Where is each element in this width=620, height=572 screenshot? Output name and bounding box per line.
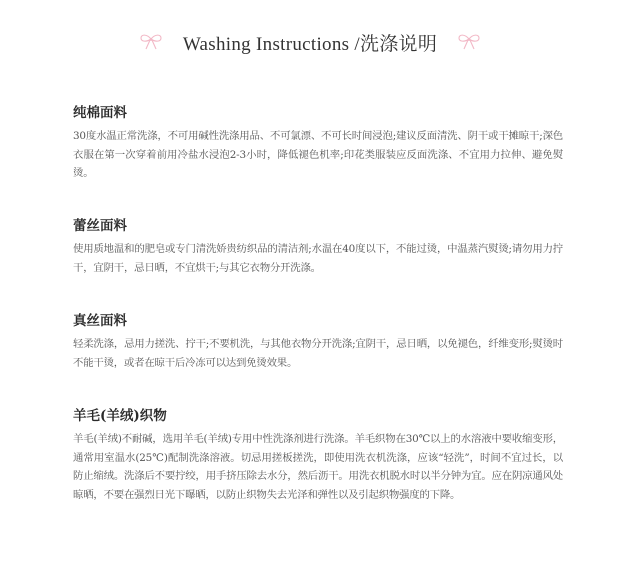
section-body: 羊毛(羊绒)不耐碱，选用羊毛(羊绒)专用中性洗涤剂进行洗涤。羊毛织物在30℃以上的水溶液中要收缩变形，通常用室温水(25℃)配制洗涤溶液。切忌用搓板搓洗，即使用洗衣机洗涤，应该“轻洗”，时间不宜过长，以防止缩绒。洗涤后不要拧绞，用手挤压除去水分，然后沥干。用洗衣机脱水时以半分钟为宜。应在阴凉通风处晾晒，不要在强烈日光下曝晒，以防止织物失去光泽和弹性以及引起织物强度的下降。 [73,433,563,501]
section-title: 真丝面料 [73,313,127,329]
section-silk [73,312,563,372]
section-lace [73,217,563,277]
section-wool [73,407,563,504]
bow-icon [457,33,481,51]
bow-icon [139,33,163,51]
section-body: 使用质地温和的肥皂或专门清洗娇贵纺织品的清洁剂;水温在40度以下，不能过烫，中温蒸汽熨烫;请勿用力拧干，宜阴干，忌日晒，不宜烘干;与其它衣物分开洗涤。 [73,243,563,274]
page-title: Washing Instructions /洗涤说明 [182,33,438,55]
section-cotton [73,104,563,183]
section-title: 蕾丝面料 [73,218,127,234]
section-title: 纯棉面料 [73,105,127,121]
section-title: 羊毛(羊绒)织物 [73,408,167,424]
header [0,28,620,56]
section-body: 轻柔洗涤，忌用力搓洗、拧干;不要机洗，与其他衣物分开洗涤;宜阴干，忌日晒，以免褪色，纤维变形;熨烫时不能干烫，或者在晾干后冷冻可以达到免烫效果。 [73,338,563,369]
section-body: 30度水温正常洗涤，不可用碱性洗涤用品、不可氯漂、不可长时间浸泡;建议反面清洗、阴干或干摊晾干;深色衣服在第一次穿着前用冷盐水浸泡2-3小时，降低褪色机率;印花类服装应反面洗涤、不宜用力拉伸、避免熨烫。 [73,130,563,179]
